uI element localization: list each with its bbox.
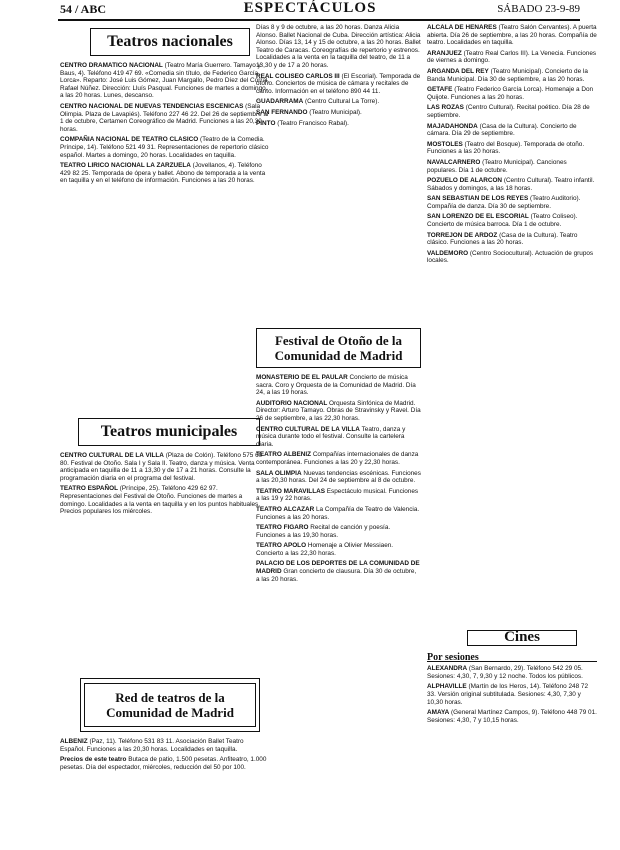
box-teatros-municipales <box>78 418 260 446</box>
list-item: SAN LORENZO DE EL ESCORIAL (Teatro Coliseo). Concierto de música barroca. Día 1 de octubre. <box>427 213 578 229</box>
box-title: Cines <box>504 629 540 645</box>
list-item: PINTO (Teatro Francisco Rabal). <box>256 119 349 127</box>
list-item: PALACIO DE LOS DEPORTES DE LA COMUNIDAD DE MADRID Gran concierto de clausura. Día 30 de octubre, a las 20 horas. <box>256 560 420 583</box>
list-right-top <box>427 24 597 624</box>
list-item: REAL COLISEO CARLOS III (El Escorial). Temporada de otoño. Conciertos de música de cámara y recitales de canto. Información en el teléfono 890 44 11. <box>256 72 421 95</box>
list-item: ALPHAVILLE (Martín de los Heros, 14). Teléfono 248 72 33. Versión original subtitulada. Sesiones: 4,30, 7,30 y 10,30 horas. <box>427 683 589 706</box>
list-item: TEATRO ALBENIZ Compañías internacionales de danza contemporánea. Funciones a las 20 y 22,30 horas. <box>256 451 419 466</box>
list-item: SALA OLIMPIA Nuevas tendencias escénicas. Funciones a las 20,30 horas. Del 24 de septiembre al 8 de octubre. <box>256 469 421 485</box>
list-item: VALDEMORO (Centro Sociocultural). Actuación de grupos locales. <box>427 249 594 265</box>
list-item: CENTRO CULTURAL DE LA VILLA (Plaza de Colón). Teléfono 575 60 80. Festival de Otoño. Sala I y Sala II. Teatro, danza y música. Venta anticipada en taquilla de 11 a 13,30 y de 17 a 21 horas. Consulte la programación diaria en el programa del festival. <box>60 452 263 482</box>
list-item: TEATRO ALCAZAR La Compañía de Teatro de Valencia. Funciones a las 20 horas. <box>256 505 420 521</box>
list-item: MONASTERIO DE EL PAULAR Concierto de música sacra. Coro y Orquesta de la Comunidad de Madrid. Día 24, a las 19 horas. <box>256 374 416 397</box>
section-subheader: Por sesiones <box>427 654 597 663</box>
list-item: CENTRO CULTURAL DE LA VILLA Teatro, danza y música durante todo el festival. Consulte la cartelera diaria. <box>256 425 406 448</box>
list-item: ALBENIZ (Paz, 11). Teléfono 531 83 11. Asociación Ballet Teatro Español. Funciones a las 20,30 horas. Localidades en taquilla. <box>60 738 244 753</box>
box-title: Teatros nacionales <box>107 33 233 50</box>
list-item: POZUELO DE ALARCON (Centro Cultural). Teatro infantil. Sábados y domingos, a las 18 horas. <box>427 177 595 192</box>
list-item: CENTRO DRAMATICO NACIONAL (Teatro María Guerrero. Tamayo y Baus, 4). Teléfono 419 47 69. «Comedia sin título, de Federico García Lorca». Reparto: José Luis Gómez, Juan Margallo, Pedro Díez del Corral, Rafael Núñez. Dirección: Lluís Pasqual. Funciones de martes a domingo, a las 20 horas. Lunes, descanso. <box>60 62 270 100</box>
list-festival-otono <box>256 374 421 824</box>
section-title: ESPECTÁCULOS <box>243 0 377 16</box>
list-item: TEATRO LIRICO NACIONAL LA ZARZUELA (Jovellanos, 4). Teléfono 429 82 25. Temporada de ópera y ballet. Abono de temporada a la venta en taquilla y en el teléfono de información. Funciones a las 20 horas. <box>60 162 266 185</box>
list-item: ARANJUEZ (Teatro Real Carlos III). La Venecia. Funciones de viernes a domingo. <box>427 49 597 65</box>
list-item: MOSTOLES (Teatro del Bosque). Temporada de otoño. Funciones a las 20 horas. <box>427 140 585 156</box>
list-item: SAN SEBASTIAN DE LOS REYES (Teatro Auditorio). Compañía de danza. Día 30 de septiembre. <box>427 195 581 210</box>
list-item: Días 8 y 9 de octubre, a las 20 horas. Danza Alicia Alonso. Ballet Nacional de Cuba. Dirección artística: Alicia Alonso. Días 13, 14 y 15 de octubre, a las 20 horas. Ballet Teatro de Caracas. Coreografías de repertorio y estrenos. Localidades a la venta en la taquilla del teatro, de 11 a 13,30 y de 17 a 20 horas. <box>256 24 421 69</box>
header-rule <box>58 19 580 21</box>
column-left <box>60 24 270 828</box>
box-cines <box>467 630 577 646</box>
list-cines <box>427 665 597 775</box>
list-item: LAS ROZAS (Centro Cultural). Recital poético. Día 28 de septiembre. <box>427 104 590 119</box>
column-right <box>427 24 597 775</box>
list-item: TEATRO MARAVILLAS Espectáculo musical. Funciones a las 19 y 22 horas. <box>256 487 419 503</box>
list-item: CENTRO NACIONAL DE NUEVAS TENDENCIAS ESCENICAS (Sala Olimpia. Plaza de Lavapiés). Teléfono 227 46 22. Del 26 de septiembre al 1 de octubre, Certamen Coreográfico de Madrid. Funciones a las 20,30 horas. <box>60 102 269 133</box>
list-item: AUDITORIO NACIONAL Orquesta Sinfónica de Madrid. Director: Arturo Tamayo. Obras de Stravinsky y Ravel. Día 26 de septiembre, a las 22,30 horas. <box>256 399 421 422</box>
list-item: TEATRO APOLO Homenaje a Olivier Messiaen. Concierto a las 22,30 horas. <box>256 542 394 557</box>
box-teatros-nacionales <box>90 28 250 56</box>
list-item: ARGANDA DEL REY (Teatro Municipal). Concierto de la Banda Municipal. Día 30 de septiembre, a las 20 horas. <box>427 67 588 83</box>
list-red-teatros <box>60 738 270 828</box>
list-item: Precios de este teatro Butaca de patio, 1.500 pesetas. Anfiteatro, 1.000 pesetas. Día del espectador, miércoles, reducción del 50 por 100. <box>60 756 267 771</box>
list-item: NAVALCARNERO (Teatro Municipal). Canciones populares. Día 1 de octubre. <box>427 158 567 174</box>
page-header <box>0 0 620 20</box>
list-teatros-nacionales <box>60 62 270 288</box>
list-item: AMAYA (General Martínez Campos, 9). Teléfono 448 79 01. Sesiones: 4,30, 7 y 10,15 horas. <box>427 709 597 724</box>
box-title: Festival de Otoño de la Comunidad de Madrid <box>274 333 403 363</box>
page-number: 54 <box>60 2 72 16</box>
page-number-and-paper: 54 / ABC <box>60 2 107 16</box>
list-item: TEATRO ESPAÑOL (Príncipe, 25). Teléfono 429 62 97. Representaciones del Festival de Otoño. Funciones de martes a domingo. Localidades a la venta en taquilla y en los puntos habituales. Precios populares los miércoles. <box>60 485 261 516</box>
column-middle <box>256 24 421 824</box>
list-item: ALCALA DE HENARES (Teatro Salón Cervantes). A puerta abierta. Día 26 de septiembre, a las 20 horas. Compañía de teatro. Localidades en taquilla. <box>427 24 597 47</box>
list-item: TEATRO FIGARO Recital de canción y poesía. Funciones a las 19,30 horas. <box>256 524 391 539</box>
list-item: SAN FERNANDO (Teatro Municipal). <box>256 108 362 116</box>
page-date: SÁBADO 23-9-89 <box>497 3 580 15</box>
box-festival-otono <box>256 328 421 368</box>
box-title: Teatros municipales <box>100 423 238 440</box>
list-item: TORREJON DE ARDOZ (Casa de la Cultura). Teatro clásico. Funciones a las 20 horas. <box>427 231 578 247</box>
paper-name: ABC <box>80 2 107 16</box>
list-item: ALEXANDRA (San Bernardo, 29). Teléfono 542 29 05. Sesiones: 4,30, 7, 9,30 y 12 noche. Todos los públicos. <box>427 665 583 680</box>
list-item: GETAFE (Teatro Federico García Lorca). Homenaje a Don Quijote. Funciones a las 20 horas. <box>427 86 594 101</box>
list-item: GUADARRAMA (Centro Cultural La Torre). <box>256 98 380 106</box>
box-red-teatros <box>80 678 260 732</box>
list-item: COMPAÑIA NACIONAL DE TEATRO CLASICO (Teatro de la Comedia. Príncipe, 14). Teléfono 521 49 31. Representaciones de repertorio clásico español. Martes a domingo, 20 horas. Localidades en taquilla. <box>60 136 269 159</box>
list-middle-top <box>256 24 421 324</box>
list-item: MAJADAHONDA (Casa de la Cultura). Concierto de cámara. Día 29 de septiembre. <box>427 122 577 138</box>
list-teatros-municipales <box>60 452 270 598</box>
box-title: Red de teatros de la Comunidad de Madrid <box>84 683 256 727</box>
